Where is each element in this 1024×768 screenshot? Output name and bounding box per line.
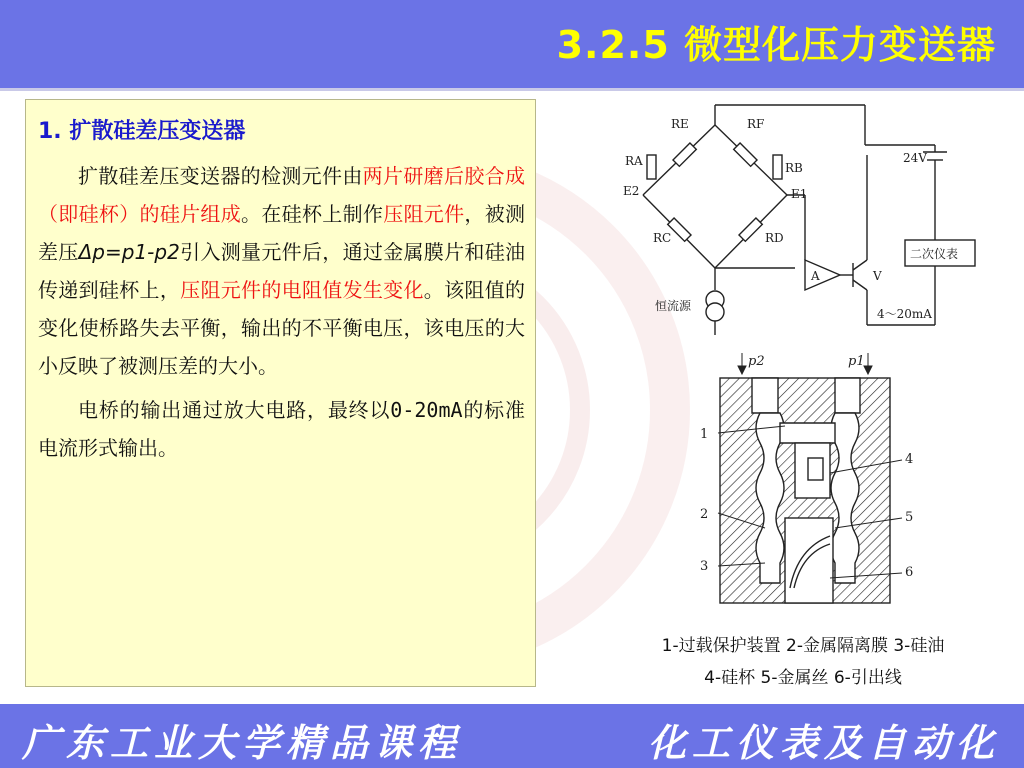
figure-caption xyxy=(548,630,1024,694)
footer-course: 化工仪表及自动化 xyxy=(647,720,1000,765)
label-rd: RD xyxy=(765,231,784,245)
label-part-4: 4 xyxy=(905,452,914,467)
label-p1: p1 xyxy=(848,354,865,369)
label-p2: p2 xyxy=(748,354,765,369)
label-part-1: 1 xyxy=(700,427,709,442)
label-rc: RC xyxy=(653,231,672,245)
label-secondary-instrument: 二次仪表 xyxy=(910,247,959,261)
label-rf: RF xyxy=(747,117,765,131)
label-current-source: 恒流源 xyxy=(655,299,692,313)
p2-text-a: 电桥的输出通过放大电路，最终以 xyxy=(78,398,391,422)
label-part-2: 2 xyxy=(700,507,709,522)
label-ra: RA xyxy=(625,154,643,168)
p1-text-c: 。在硅杯上制作 xyxy=(241,202,384,226)
paragraph-2 xyxy=(38,391,525,467)
label-amplifier: A xyxy=(811,269,820,283)
p1-emphasis-piezo: 压阻元件 xyxy=(383,202,465,226)
label-e2: E2 xyxy=(623,184,640,198)
label-transistor: V xyxy=(873,269,882,283)
p2-current-range: 0-20mA xyxy=(390,398,463,422)
caption-line-2: 4-硅杯 5-金属丝 6-引出线 xyxy=(704,668,902,688)
p2-text-c: 的标准电流形式输出。 xyxy=(38,398,526,460)
caption-line-1: 1-过载保护装置 2-金属隔离膜 3-硅油 xyxy=(661,636,945,656)
bridge-circuit-diagram xyxy=(615,100,985,340)
footer-university: 广东工业大学精品课程 xyxy=(22,720,463,765)
footer-bar xyxy=(0,704,1024,768)
label-output-current: 4～20mA xyxy=(877,307,932,321)
p1-emphasis-resistance: 压阻元件的电阻值发生变化 xyxy=(180,278,424,302)
sensor-cross-section-diagram xyxy=(690,348,930,618)
p1-formula: Δp=p1-p2 xyxy=(78,240,180,264)
p1-emphasis-silicon: 两片研磨后胶合成（即硅杯）的硅片组成 xyxy=(38,164,526,226)
label-part-3: 3 xyxy=(700,559,709,574)
p1-text-a: 扩散硅差压变送器的检测元件由 xyxy=(78,164,363,188)
section-heading: 1. 扩散硅差压变送器 xyxy=(38,119,246,144)
paragraph-1 xyxy=(38,157,525,385)
label-part-5: 5 xyxy=(905,510,914,525)
label-e1: E1 xyxy=(791,187,808,201)
text-panel xyxy=(25,99,536,687)
label-re: RE xyxy=(671,117,689,131)
label-part-6: 6 xyxy=(905,565,914,580)
p1-text-g: 引入测量元件后，通过金属膜片和硅油传递到硅杯上， xyxy=(38,240,526,302)
title-divider xyxy=(0,88,1024,91)
title-bar xyxy=(0,0,1024,88)
slide-title: 3.2.5 微型化压力变送器 xyxy=(556,23,996,67)
label-rb: RB xyxy=(785,161,803,175)
p1-text-e: ，被测差压 xyxy=(38,202,526,264)
label-24v: 24V xyxy=(903,151,927,165)
p1-text-i: 。该阻值的变化使桥路失去平衡，输出的不平衡电压，该电压的大小反映了被测压差的大小。 xyxy=(38,278,526,378)
